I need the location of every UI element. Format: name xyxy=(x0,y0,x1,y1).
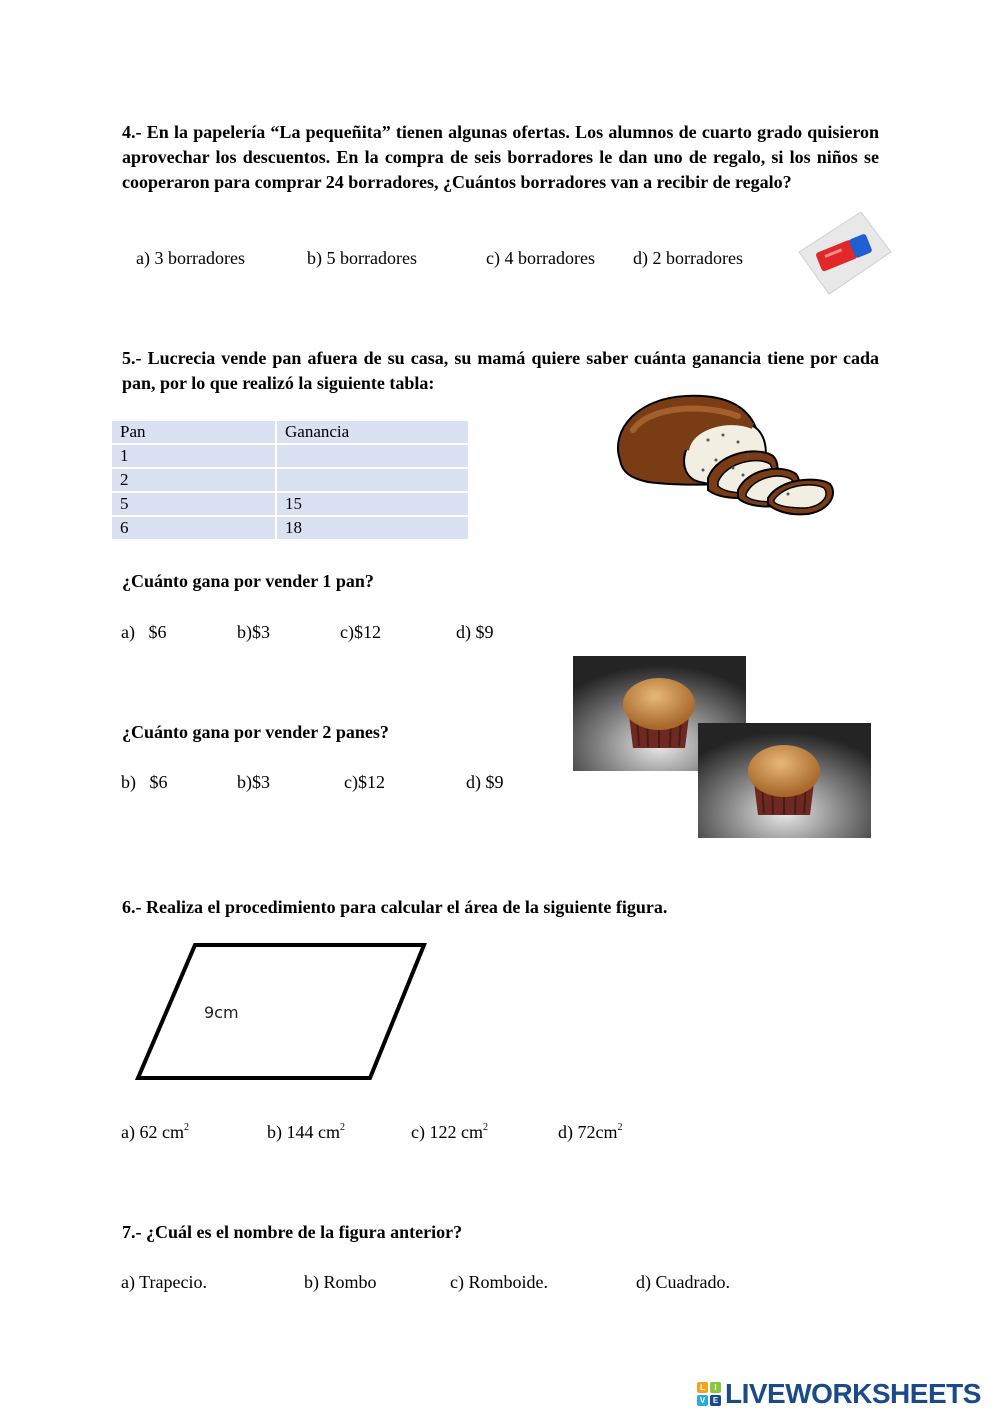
parallelogram-figure xyxy=(130,938,435,1086)
muffin-photo xyxy=(698,723,871,838)
q6-option-d[interactable]: d) $72cm^2$ xyxy=(558,1122,623,1142)
q5-sub2-option-d[interactable]: d) $9 xyxy=(466,772,504,792)
bread-loaf-icon xyxy=(608,390,843,520)
question-6-text: 6.- Realiza el procedimiento para calcular el área de la siguiente figura. xyxy=(122,897,668,917)
q5-sub2-option-a[interactable]: b) $6 xyxy=(121,772,168,792)
table-cell: 2 xyxy=(112,469,277,493)
q6-option-b[interactable]: b) 144 $cm^2$ xyxy=(267,1122,345,1142)
profit-table xyxy=(112,421,468,541)
table-row xyxy=(112,445,468,469)
q7-option-c[interactable]: c) Romboide. xyxy=(450,1272,548,1292)
q4-option-a[interactable]: a) 3 borradores xyxy=(136,248,245,268)
q7-option-d[interactable]: d) Cuadrado. xyxy=(636,1272,730,1292)
liveworksheets-logo[interactable] xyxy=(697,1377,981,1411)
q4-option-c[interactable]: c) 4 borradores xyxy=(486,248,595,268)
q7-option-b[interactable]: b) Rombo xyxy=(304,1272,377,1292)
table-header-cell: Ganancia xyxy=(277,421,468,445)
q6-option-c[interactable]: c) 122 $cm^2$ xyxy=(411,1122,488,1142)
table-row xyxy=(112,493,468,517)
table-cell-answer[interactable] xyxy=(277,445,468,469)
table-cell: 18 xyxy=(277,517,468,541)
table-header-cell: Pan xyxy=(112,421,277,445)
table-row xyxy=(112,517,468,541)
logo-mark-icon: L I V E xyxy=(697,1382,721,1406)
q5-sub2-option-c[interactable]: c)$12 xyxy=(344,772,385,792)
q4-option-b[interactable]: b) 5 borradores xyxy=(307,248,417,268)
q5-sub1-option-a[interactable]: a) $6 xyxy=(121,622,167,642)
q5-sub1-option-c[interactable]: c)$12 xyxy=(340,622,381,642)
q7-option-a[interactable]: a) Trapecio. xyxy=(121,1272,207,1292)
q5-sub1-option-b[interactable]: b)$3 xyxy=(237,622,270,642)
logo-text: LIVEWORKSHEETS xyxy=(725,1378,981,1409)
q4-option-d[interactable]: d) 2 borradores xyxy=(633,248,743,268)
q5-sub1-option-d[interactable]: d) $9 xyxy=(456,622,494,642)
question-7-text: 7.- ¿Cuál es el nombre de la figura anterior? xyxy=(122,1222,463,1242)
q5-sub2-option-b[interactable]: b)$3 xyxy=(237,772,270,792)
q5-sub1-question: ¿Cuánto gana por vender 1 pan? xyxy=(122,571,374,591)
table-cell: 15 xyxy=(277,493,468,517)
table-header-row xyxy=(112,421,468,445)
q6-option-a[interactable]: a) 62 $cm^2$ xyxy=(121,1122,189,1142)
figure-label: 9cm xyxy=(204,1003,239,1022)
table-cell-answer[interactable] xyxy=(277,469,468,493)
table-row xyxy=(112,469,468,493)
q5-sub2-question: ¿Cuánto gana por vender 2 panes? xyxy=(122,722,389,742)
table-cell: 5 xyxy=(112,493,277,517)
eraser-icon xyxy=(795,208,893,298)
question-4-text: 4.- En la papelería “La pequeñita” tienen algunas ofertas. Los alumnos de cuarto grado quisieron aprovechar los descuentos. En la compra de seis borradores le dan uno de regalo, si los niños se cooperaron para comprar 24 borradores, ¿Cuántos borradores van a recibir de regalo? xyxy=(122,122,879,192)
table-cell: 6 xyxy=(112,517,277,541)
table-cell: 1 xyxy=(112,445,277,469)
question-5-text: 5.- Lucrecia vende pan afuera de su casa, su mamá quiere saber cuánta ganancia tiene por cada pan, por lo que realizó la siguiente tabla: xyxy=(122,348,879,393)
